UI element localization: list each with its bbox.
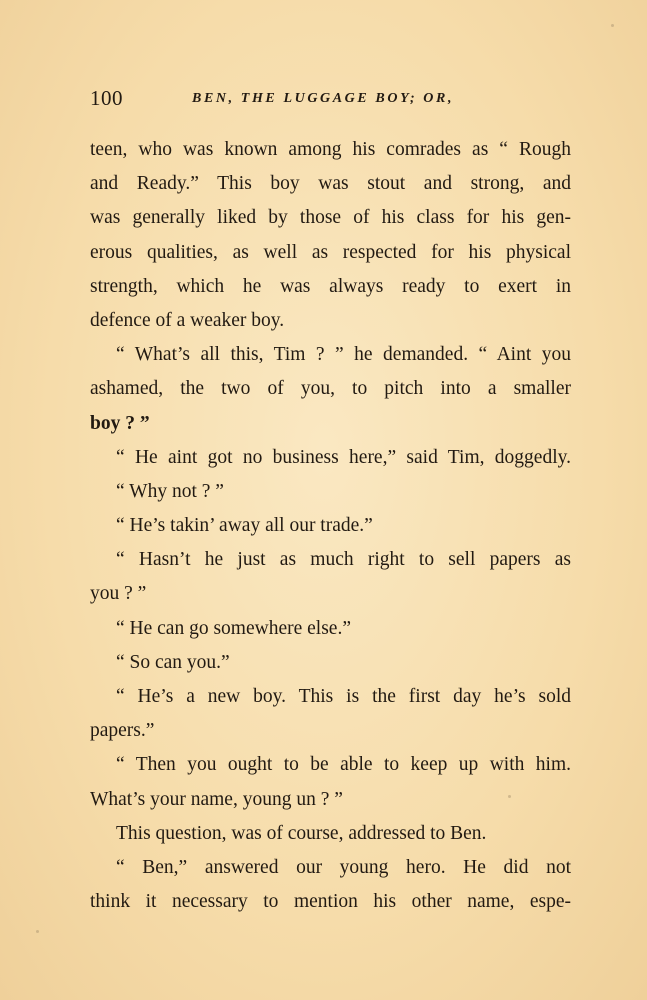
text-line: you ? ” [90, 583, 147, 605]
text-line: This question, was of course, addressed to Ben. [116, 822, 487, 844]
text-line: “ Then you ought to be able to keep up with him. [116, 754, 571, 776]
text-line: boy ? ” [90, 412, 150, 434]
paper-speck [508, 795, 511, 798]
body-text [90, 133, 571, 919]
text-line: “ He can go somewhere else.” [116, 617, 351, 639]
text-line: erous qualities, as well as respected for his physical [90, 241, 571, 263]
text-line: think it necessary to mention his other name, espe- [90, 891, 571, 913]
text-line: papers.” [90, 720, 155, 742]
text-line: strength, which he was always ready to exert in [90, 275, 571, 297]
running-head: BEN, THE LUGGAGE BOY; OR, [192, 91, 455, 106]
text-line: “ So can you.” [116, 651, 230, 673]
text-line: What’s your name, young un ? ” [90, 788, 343, 810]
text-line: and Ready.” This boy was stout and strong, and [90, 173, 571, 195]
text-line: “ Hasn’t he just as much right to sell papers as [116, 549, 571, 571]
paper-speck [611, 24, 614, 27]
text-line: “ He aint got no business here,” said Tim, doggedly. [116, 446, 571, 468]
text-line: ashamed, the two of you, to pitch into a smaller [90, 378, 571, 400]
text-line: “ What’s all this, Tim ? ” he demanded. “ Aint you [116, 344, 571, 366]
text-line: defence of a weaker boy. [90, 309, 285, 331]
text-line: “ He’s a new boy. This is the first day he’s sold [116, 686, 571, 707]
text-line: “ Ben,” answered our young hero. He did not [116, 856, 571, 878]
text-line: “ Why not ? ” [116, 480, 224, 502]
text-line: teen, who was known among his comrades as “ Rough [90, 139, 571, 160]
page-header [90, 86, 570, 116]
text-line: “ He’s takin’ away all our trade.” [116, 515, 373, 537]
text-line: was generally liked by those of his class for his gen- [90, 207, 571, 229]
paper-speck [36, 930, 39, 933]
page-number: 100 [90, 86, 123, 110]
